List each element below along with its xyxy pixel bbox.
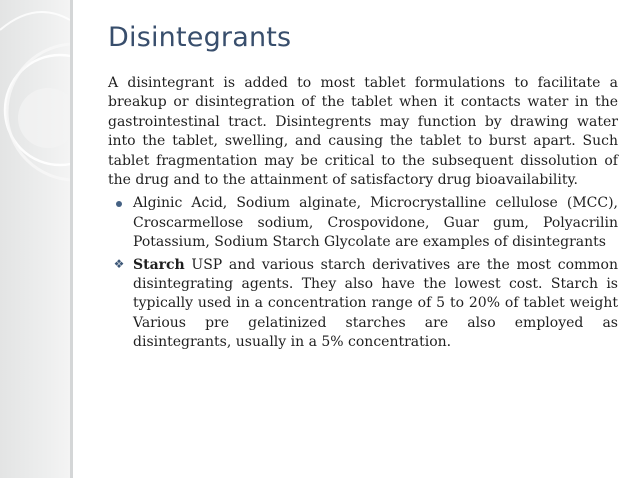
- slide-title: Disintegrants: [108, 22, 292, 53]
- bullet-text-examples: Alginic Acid, Sodium alginate, Microcrystalline cellulose (MCC), Croscarmellose sodium, Crospovidone, Guar gum, Polyacrilin Potassium, Sodium Starch Glycolate are examples of disintegrants: [133, 195, 618, 251]
- intro-paragraph: A disintegrant is added to most tablet formulations to facilitate a breakup or disintegration of the tablet when it contacts water in the gastrointestinal tract. Disintegrents may function by drawing water into the tablet, swelling, and causing the tablet to burst apart. Such tablet fragmentation may be critical to the subsequent dissolution of the drug and to the attainment of satisfactory drug bioavailability.: [108, 75, 618, 189]
- bullet-item-starch: [108, 256, 618, 353]
- starch-bold-label: Starch: [133, 256, 185, 273]
- round-bullet-icon: [112, 194, 126, 213]
- decorative-side-panel: [0, 0, 70, 478]
- bullet-text-starch: USP and various starch derivatives are the most common disintegrating agents. They also have the lowest cost. Starch is typically used in a concentration range of 5 to 20% of tablet weight Various pre gelatinized starches are also employed as disintegrants, usually in a 5% concentration.: [133, 256, 618, 351]
- diamond-bullet-icon: ❖: [113, 257, 125, 272]
- decorative-circles: [0, 0, 70, 478]
- bullet-item-examples: [108, 194, 618, 252]
- slide-body: [108, 74, 618, 356]
- divider-line: [70, 0, 73, 478]
